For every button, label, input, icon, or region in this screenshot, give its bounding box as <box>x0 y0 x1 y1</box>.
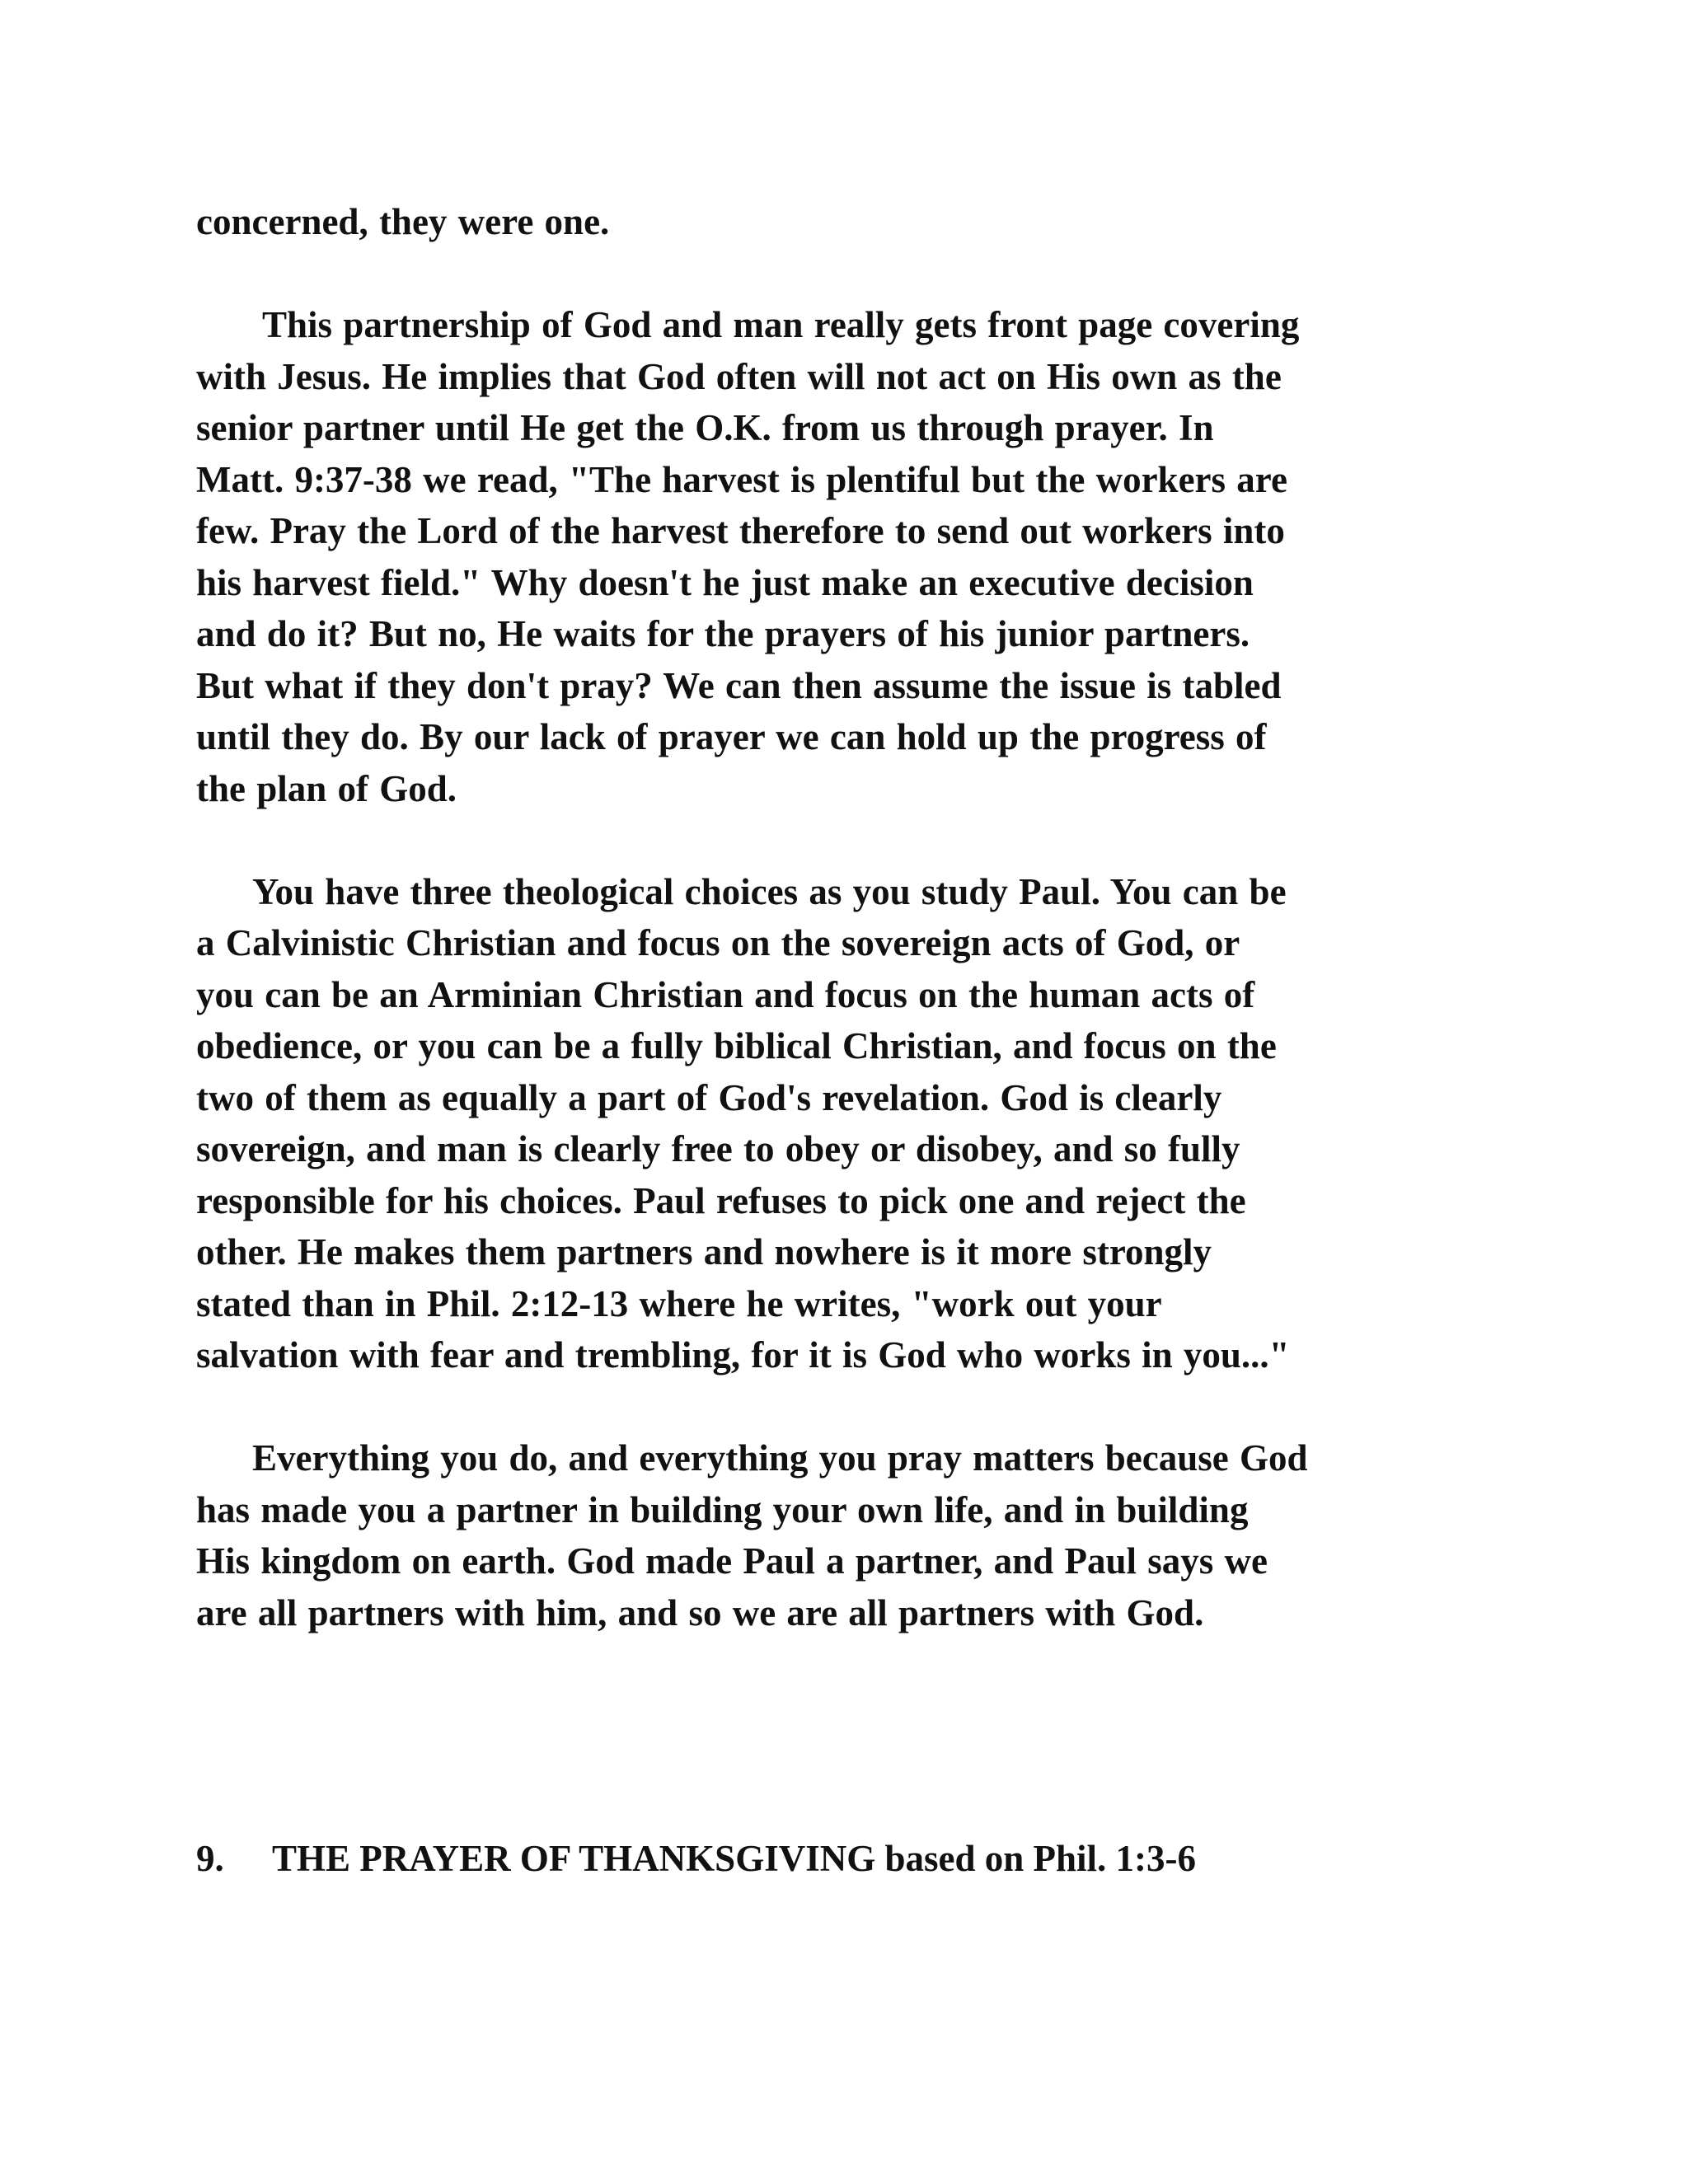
text-line: few. Pray the Lord of the harvest therefore to send out workers into <box>196 510 1285 551</box>
text-line: has made you a partner in building your own life, and in building <box>196 1488 1249 1530</box>
text-line: salvation with fear and trembling, for it is God who works in you..." <box>196 1334 1290 1376</box>
text-line: obedience, or you can be a fully biblical Christian, and focus on the <box>196 1025 1277 1066</box>
paragraph-2 <box>196 299 1515 814</box>
text-line: responsible for his choices. Paul refuses to pick one and reject the <box>196 1179 1246 1221</box>
text-line: his harvest field." Why doesn't he just make an executive decision <box>196 561 1254 603</box>
section-number: 9. <box>196 1838 224 1879</box>
text-line: stated than in Phil. 2:12-13 where he writes, "work out your <box>196 1282 1162 1324</box>
paragraph-gap <box>196 1381 1515 1433</box>
text-line: two of them as equally a part of God's revelation. God is clearly <box>196 1076 1222 1118</box>
paragraph-4 <box>196 1432 1515 1638</box>
text-line: concerned, they were one. <box>196 201 610 242</box>
section-title: THE PRAYER OF THANKSGIVING based on Phil. 1:3-6 <box>272 1838 1197 1879</box>
text-line: Matt. 9:37-38 we read, "The harvest is plentiful but the workers are <box>196 458 1287 500</box>
paragraph-gap <box>196 248 1515 300</box>
text-line: with Jesus. He implies that God often will not act on His own as the <box>196 355 1282 397</box>
paragraph-1 <box>196 196 1515 248</box>
text-line: His kingdom on earth. God made Paul a partner, and Paul says we <box>196 1540 1268 1582</box>
text-line: senior partner until He get the O.K. from us through prayer. In <box>196 407 1214 448</box>
text-line: sovereign, and man is clearly free to obey or disobey, and so fully <box>196 1128 1240 1169</box>
text-line: This partnership of God and man really gets front page covering <box>262 304 1300 345</box>
text-line: a Calvinistic Christian and focus on the sovereign acts of God, or <box>196 922 1240 963</box>
text-line: are all partners with him, and so we are all partners with God. <box>196 1591 1204 1633</box>
paragraph-gap <box>196 814 1515 866</box>
text-line: Everything you do, and everything you pray matters because God <box>252 1437 1308 1479</box>
text-line: You have three theological choices as you study Paul. You can be <box>252 870 1287 912</box>
document-page <box>196 196 1515 1638</box>
text-line: you can be an Arminian Christian and focus on the human acts of <box>196 973 1255 1015</box>
paragraph-3 <box>196 866 1515 1381</box>
text-line: and do it? But no, He waits for the prayers of his junior partners. <box>196 613 1250 654</box>
text-line: But what if they don't pray? We can then assume the issue is tabled <box>196 664 1282 706</box>
text-line: until they do. By our lack of prayer we can hold up the progress of <box>196 716 1267 757</box>
text-line: other. He makes them partners and nowhere is it more strongly <box>196 1231 1212 1272</box>
section-heading <box>196 1833 1196 1885</box>
text-line: the plan of God. <box>196 767 457 809</box>
